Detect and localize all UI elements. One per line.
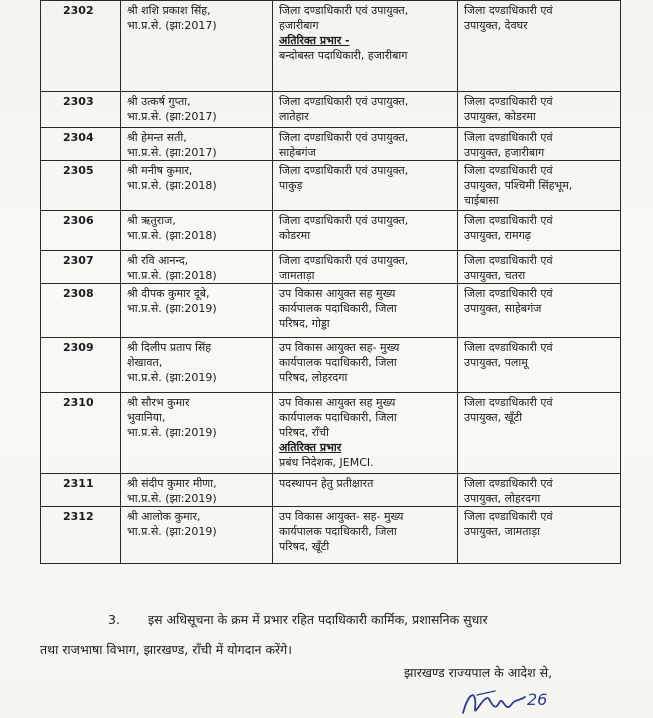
current-posting-cell — [273, 284, 458, 338]
officer-name-cell-line: भा.प्र.से. (झा:2019) — [127, 492, 217, 505]
new-posting-cell — [458, 251, 621, 284]
new-posting-cell-line: उपायुक्त, पश्चिमी सिंहभूम, — [464, 179, 573, 192]
current-posting-cell-line: साहेबगंज — [279, 146, 316, 159]
new-posting-cell-line: जिला दण्डाधिकारी एवं — [464, 131, 553, 144]
new-posting-cell-line: उपायुक्त, देवघर — [464, 19, 528, 32]
officer-name-cell-line: श्री सौरभ कुमार — [127, 396, 190, 409]
officer-name-cell — [121, 338, 273, 393]
current-posting-cell-line: कार्यपालक पदाधिकारी, जिला — [279, 525, 397, 538]
officer-name-cell-line: भा.प्र.से. (झा:2017) — [127, 146, 217, 159]
current-posting-cell-line: उप विकास आयुक्त सह मुख्य — [279, 396, 396, 409]
current-posting-cell-line: पाकुड़ — [279, 179, 303, 192]
officer-name-cell-line: भुवानिया, — [127, 411, 166, 424]
officer-name-cell — [121, 211, 273, 251]
table-row — [41, 338, 621, 393]
current-posting-cell — [273, 251, 458, 284]
new-posting-cell-line: जिला दण्डाधिकारी एवं — [464, 214, 553, 227]
serial-number-cell: 2305 — [41, 161, 121, 211]
new-posting-cell — [458, 474, 621, 507]
current-posting-cell-line: परिषद, राँची — [279, 426, 329, 439]
officer-name-cell-line: भा.प्र.से. (झा:2017) — [127, 19, 217, 32]
new-posting-cell-line: उपायुक्त, हजारीबाग — [464, 146, 545, 159]
officer-name-cell-line: श्री शशि प्रकाश सिंह, — [127, 4, 211, 17]
signature-date: 26 — [527, 690, 548, 709]
current-posting-cell — [273, 92, 458, 128]
current-posting-cell-line: कार्यपालक पदाधिकारी, जिला — [279, 302, 397, 315]
new-posting-cell-line: उपायुक्त, चतरा — [464, 269, 526, 282]
officer-name-cell — [121, 161, 273, 211]
officer-name-cell — [121, 474, 273, 507]
new-posting-cell — [458, 161, 621, 211]
officer-name-cell — [121, 284, 273, 338]
new-posting-cell-line: जिला दण्डाधिकारी एवं — [464, 95, 553, 108]
current-posting-cell-line: परिषद, खूँटी — [279, 540, 330, 553]
paragraph-number: 3. — [108, 612, 120, 627]
serial-number-cell: 2309 — [41, 338, 121, 393]
current-posting-cell-line: कार्यपालक पदाधिकारी, जिला — [279, 411, 397, 424]
new-posting-cell — [458, 1, 621, 92]
current-posting-cell — [273, 393, 458, 474]
table-row — [41, 92, 621, 128]
table-row — [41, 128, 621, 161]
officer-name-cell-line: भा.प्र.से. (झा:2018) — [127, 179, 217, 192]
new-posting-cell — [458, 92, 621, 128]
current-posting-cell-line: जिला दण्डाधिकारी एवं उपायुक्त, — [279, 95, 409, 108]
serial-number-cell: 2307 — [41, 251, 121, 284]
paragraph-line-2: तथा राजभाषा विभाग, झारखण्ड, राँची में योगदान करेंगे। — [40, 642, 292, 657]
paragraph-3 — [40, 605, 620, 665]
additional-charge-line: प्रबंध निदेशक, JEMCI. — [279, 456, 374, 469]
current-posting-cell — [273, 128, 458, 161]
current-posting-cell — [273, 338, 458, 393]
officer-name-cell-line: श्री ऋतुराज, — [127, 214, 176, 227]
officer-name-cell-line: भा.प्र.से. (झा:2019) — [127, 426, 217, 439]
new-posting-cell-line: चाईबासा — [464, 194, 499, 207]
officer-name-cell-line: श्री मनीष कुमार, — [127, 164, 193, 177]
new-posting-cell-line: उपायुक्त, रामगढ़ — [464, 229, 531, 242]
new-posting-cell-line: जिला दण्डाधिकारी एवं — [464, 477, 553, 490]
new-posting-cell — [458, 211, 621, 251]
serial-number-cell: 2310 — [41, 393, 121, 474]
current-posting-cell — [273, 161, 458, 211]
officer-name-cell-line: श्री दिलीप प्रताप सिंह — [127, 341, 212, 354]
serial-number-cell: 2303 — [41, 92, 121, 128]
current-posting-cell-line: जिला दण्डाधिकारी एवं उपायुक्त, — [279, 164, 409, 177]
current-posting-cell-line: जिला दण्डाधिकारी एवं उपायुक्त, — [279, 4, 409, 17]
current-posting-cell-line: कार्यपालक पदाधिकारी, जिला — [279, 356, 397, 369]
additional-charge-heading: अतिरिक्त प्रभार - — [279, 34, 350, 47]
new-posting-cell-line: उपायुक्त, लोहरदगा — [464, 492, 541, 505]
current-posting-cell — [273, 507, 458, 564]
serial-number-cell: 2306 — [41, 211, 121, 251]
officer-name-cell — [121, 251, 273, 284]
new-posting-cell-line: जिला दण्डाधिकारी एवं — [464, 510, 553, 523]
table-row — [41, 1, 621, 92]
new-posting-cell-line: उपायुक्त, खूँटी — [464, 411, 523, 424]
additional-charge-line: बन्दोबस्त पदाधिकारी, हजारीबाग — [279, 49, 408, 62]
officer-name-cell-line: भा.प्र.से. (झा:2017) — [127, 110, 217, 123]
officer-name-cell-line: भा.प्र.से. (झा:2019) — [127, 302, 217, 315]
serial-number-cell: 2308 — [41, 284, 121, 338]
serial-number-cell: 2311 — [41, 474, 121, 507]
officer-name-cell-line: श्री संदीप कुमार मीणा, — [127, 477, 217, 490]
current-posting-cell-line: उप विकास आयुक्त- सह- मुख्य — [279, 510, 404, 523]
current-posting-cell-line: जिला दण्डाधिकारी एवं उपायुक्त, — [279, 214, 409, 227]
paragraph-line-1: इस अधिसूचना के क्रम में प्रभार रहित पदाधिकारी कार्मिक, प्रशासनिक सुधार — [148, 612, 488, 627]
officer-name-cell-line: शेखावत, — [127, 356, 163, 369]
officer-name-cell-line: भा.प्र.से. (झा:2018) — [127, 229, 217, 242]
new-posting-cell-line: जिला दण्डाधिकारी एवं — [464, 4, 553, 17]
officer-name-cell-line: भा.प्र.से. (झा:2019) — [127, 525, 217, 538]
additional-charge-heading: अतिरिक्त प्रभार — [279, 441, 342, 454]
table-row — [41, 507, 621, 564]
officer-name-cell — [121, 128, 273, 161]
table-row — [41, 393, 621, 474]
new-posting-cell-line: जिला दण्डाधिकारी एवं — [464, 164, 553, 177]
new-posting-cell — [458, 507, 621, 564]
current-posting-cell-line: पदस्थापन हेतु प्रतीक्षारत — [279, 477, 374, 490]
new-posting-cell-line: जिला दण्डाधिकारी एवं — [464, 287, 553, 300]
serial-number-cell: 2304 — [41, 128, 121, 161]
current-posting-cell-line: उप विकास आयुक्त सह मुख्य — [279, 287, 396, 300]
current-posting-cell-line: परिषद, लोहरदगा — [279, 371, 348, 384]
new-posting-cell-line: जिला दण्डाधिकारी एवं — [464, 341, 553, 354]
current-posting-cell-line: उप विकास आयुक्त सह- मुख्य — [279, 341, 400, 354]
serial-number-cell: 2312 — [41, 507, 121, 564]
officer-name-cell — [121, 92, 273, 128]
transfer-table — [40, 0, 621, 564]
serial-number-cell: 2302 — [41, 1, 121, 92]
new-posting-cell-line: उपायुक्त, कोडरमा — [464, 110, 536, 123]
officer-name-cell — [121, 507, 273, 564]
table-row — [41, 161, 621, 211]
current-posting-cell-line: लातेहार — [279, 110, 309, 123]
current-posting-cell — [273, 474, 458, 507]
officer-name-cell — [121, 393, 273, 474]
officer-name-cell-line: श्री हेमन्त सती, — [127, 131, 187, 144]
current-posting-cell-line: जिला दण्डाधिकारी एवं उपायुक्त, — [279, 131, 409, 144]
new-posting-cell-line: जिला दण्डाधिकारी एवं — [464, 254, 553, 267]
current-posting-cell-line: कोडरमा — [279, 229, 311, 242]
table-row — [41, 474, 621, 507]
current-posting-cell — [273, 1, 458, 92]
officer-name-cell-line: श्री उत्कर्ष गुप्ता, — [127, 95, 191, 108]
new-posting-cell-line: उपायुक्त, साहेबगंज — [464, 302, 542, 315]
current-posting-cell-line: जिला दण्डाधिकारी एवं उपायुक्त, — [279, 254, 409, 267]
new-posting-cell — [458, 128, 621, 161]
officer-name-cell-line: श्री आलोक कुमार, — [127, 510, 201, 523]
officer-name-cell-line: श्री रवि आनन्द, — [127, 254, 189, 267]
signature-icon — [455, 683, 565, 718]
new-posting-cell-line: जिला दण्डाधिकारी एवं — [464, 396, 553, 409]
current-posting-cell-line: परिषद, गोड्डा — [279, 317, 330, 330]
new-posting-cell — [458, 284, 621, 338]
new-posting-cell — [458, 393, 621, 474]
new-posting-cell-line: उपायुक्त, पलामू — [464, 356, 528, 369]
officer-name-cell-line: भा.प्र.से. (झा:2018) — [127, 269, 217, 282]
new-posting-cell-line: उपायुक्त, जामताड़ा — [464, 525, 541, 538]
officer-name-cell-line: भा.प्र.से. (झा:2019) — [127, 371, 217, 384]
officer-name-cell — [121, 1, 273, 92]
table-row — [41, 211, 621, 251]
table-row — [41, 251, 621, 284]
current-posting-cell-line: हजारीबाग — [279, 19, 319, 32]
current-posting-cell-line: जामताड़ा — [279, 269, 315, 282]
signoff-text: झारखण्ड राज्यपाल के आदेश से, — [404, 665, 553, 680]
current-posting-cell — [273, 211, 458, 251]
table-row — [41, 284, 621, 338]
officer-name-cell-line: श्री दीपक कुमार दूबे, — [127, 287, 210, 300]
new-posting-cell — [458, 338, 621, 393]
